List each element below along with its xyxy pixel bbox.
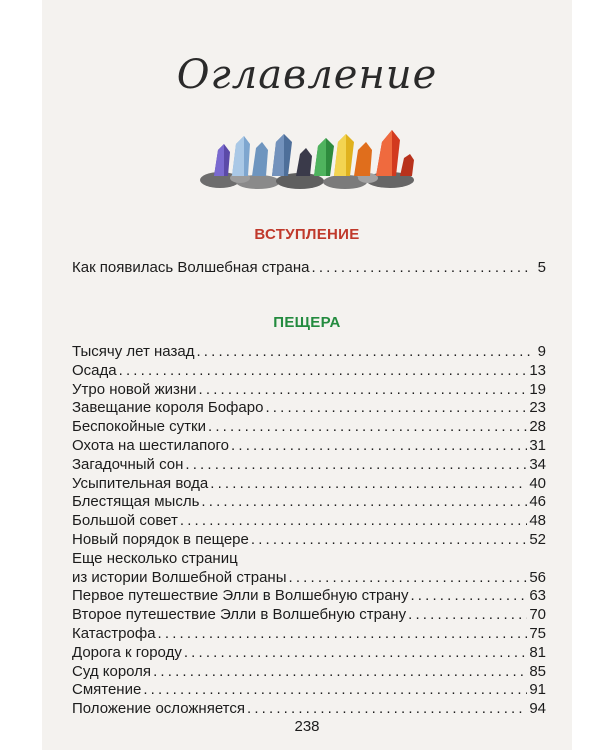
dot-leader [288,569,527,588]
toc-entry-page: 91 [529,681,546,699]
dot-leader [265,399,527,418]
toc-entry-page: 94 [529,700,546,718]
toc-entry-page: 9 [537,343,546,360]
toc-entry-page: 81 [529,643,546,661]
dot-leader [119,362,528,381]
toc-entry-title: Новый порядок в пещере [72,530,249,548]
toc-entry-page: 40 [529,474,546,492]
toc-entry-page: 23 [529,399,546,417]
toc-entry[interactable] [72,550,546,569]
toc-entry-title: Усыпительная вода [72,474,209,492]
toc-entry-title: Второе путешествие Элли в Волшебную страну [72,606,407,624]
dot-leader [208,418,527,437]
toc-entry-title: Смятение [72,681,142,699]
toc-entry-page: 34 [529,455,546,473]
dot-leader [312,259,531,278]
toc-entry[interactable] [72,381,546,400]
toc-entry[interactable] [72,343,546,362]
toc-entry-page: 5 [537,259,546,276]
toc-entry-title: Дорога к городу [72,643,182,661]
section-heading-cave: ПЕЩЕРА [273,314,341,331]
toc-entry[interactable] [72,493,546,512]
toc-entry-page: 70 [529,606,546,624]
dot-leader [184,644,527,663]
toc-entry[interactable] [72,362,546,381]
toc-entry-title: Блестящая мысль [72,493,200,511]
dot-leader [247,700,527,719]
toc-entry[interactable] [72,259,546,278]
toc-entry[interactable] [72,437,546,456]
dot-leader [210,475,527,494]
dot-leader [201,493,527,512]
dot-leader [196,343,530,362]
toc-entry-page: 19 [529,380,546,398]
toc-entry-title: Суд короля [72,662,152,680]
toc-entry-title: Завещание короля Бофаро [72,399,264,417]
toc-entry-title: Положение осложняется [72,700,245,718]
toc-entry-title: Первое путешествие Элли в Волшебную страну [72,587,409,605]
toc-entry-title: Как появилась Волшебная страна [72,259,310,276]
crystals-icon [200,128,432,190]
toc-entry-page: 75 [529,624,546,642]
dot-leader [180,512,527,531]
toc-entry-title: Тысячу лет назад [72,343,195,360]
toc-entry-page: 13 [529,361,546,379]
toc-entry[interactable] [72,399,546,418]
toc-entry-title: Загадочный сон [72,455,184,473]
toc-cave-list [72,343,546,719]
toc-entry-title: Охота на шестилапого [72,436,230,454]
toc-entry-page: 63 [529,587,546,605]
toc-entry-page: 31 [529,436,546,454]
page-title: Оглавление [176,52,438,98]
dot-leader [158,625,528,644]
toc-entry[interactable] [72,606,546,625]
toc-entry-title: Еще несколько страниц [72,549,238,567]
dot-leader [143,681,527,700]
toc-entry[interactable] [72,700,546,719]
dot-leader [251,531,527,550]
toc-entry-page: 48 [529,512,546,530]
toc-entry[interactable] [72,663,546,682]
toc-entry[interactable] [72,587,546,606]
dot-leader [153,663,527,682]
toc-entry-page: 52 [529,530,546,548]
dot-leader [408,606,527,625]
toc-entry-page: 56 [529,568,546,586]
toc-entry-page: 46 [529,493,546,511]
toc-entry[interactable] [72,625,546,644]
dot-leader [410,587,527,606]
toc-entry[interactable] [72,512,546,531]
toc-entry-title: Беспокойные сутки [72,418,206,436]
toc-entry[interactable] [72,531,546,550]
toc-entry-title: Утро новой жизни [72,380,197,398]
toc-entry[interactable] [72,418,546,437]
dot-leader [199,381,528,400]
toc-entry-page: 85 [529,662,546,680]
toc-entry[interactable] [72,475,546,494]
toc-entry[interactable] [72,569,546,588]
toc-entry-title: Осада [72,361,117,379]
toc-entry-page: 28 [529,418,546,436]
dot-leader [231,437,527,456]
toc-entry[interactable] [72,681,546,700]
dot-leader [185,456,527,475]
toc-entry[interactable] [72,644,546,663]
toc-entry-title: из истории Волшебной страны [72,568,287,586]
page-number: 238 [294,718,320,735]
toc-entry-title: Катастрофа [72,624,156,642]
toc-entry[interactable] [72,456,546,475]
toc-intro-list [72,259,546,278]
toc-entry-title: Большой совет [72,512,178,530]
section-heading-intro: ВСТУПЛЕНИЕ [254,226,360,243]
book-page [42,0,572,750]
